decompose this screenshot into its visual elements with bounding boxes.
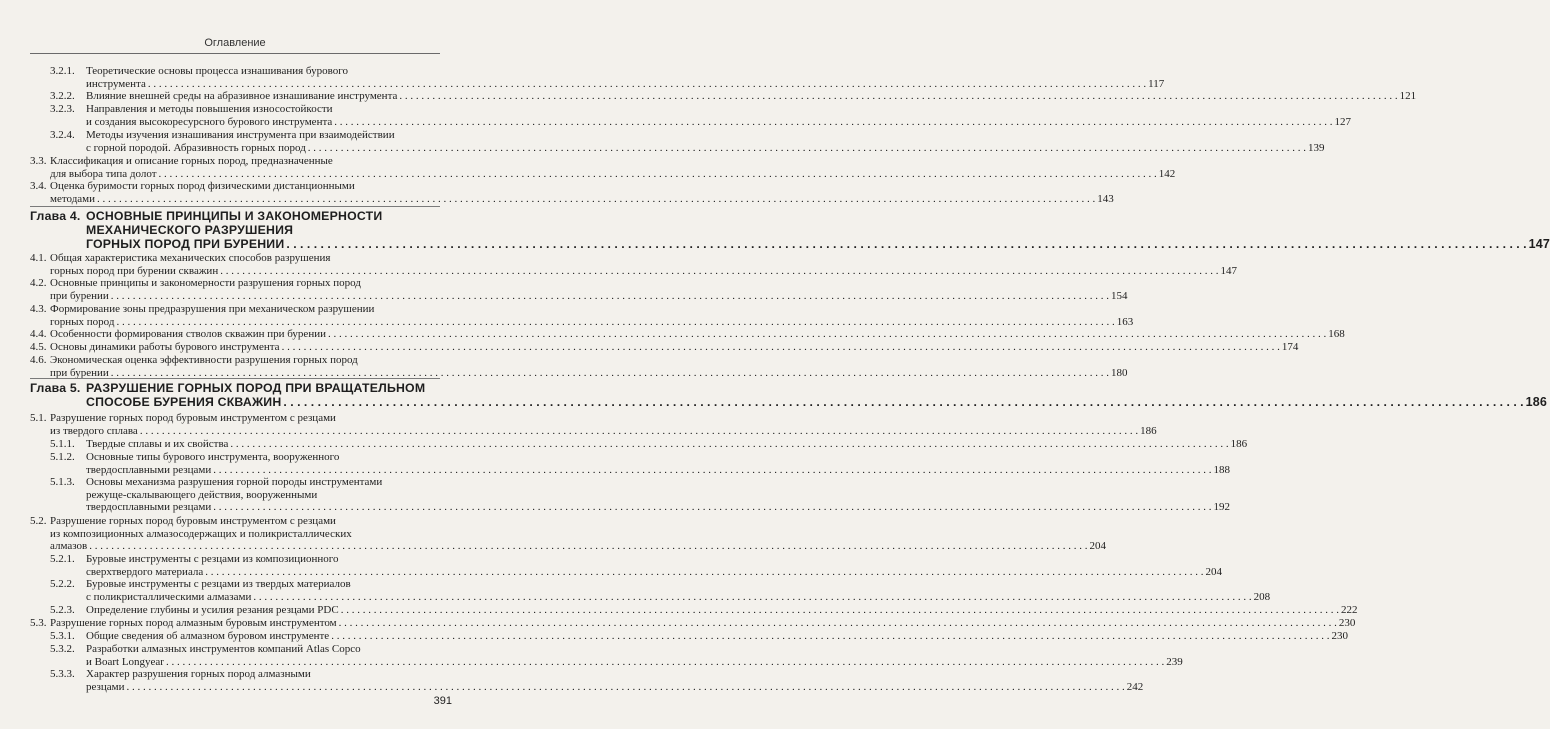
entry-title-line: Формирование зоны предразрушения при механическом разрушении (50, 303, 375, 315)
entry-number: 4.2. (30, 277, 47, 289)
entry-title-line: сверхтвердого материала (86, 565, 204, 578)
entry-page-number: 222 (1340, 604, 1358, 616)
toc-entry (50, 578, 1271, 603)
toc-entry (30, 515, 1106, 553)
entry-number: Глава 5. (30, 381, 81, 395)
entry-page-number: 186 (1230, 438, 1248, 450)
page-number: 391 (433, 695, 452, 707)
entry-title-line: горных пород (50, 315, 115, 328)
dot-leader (341, 604, 1339, 617)
entry-title-line: Буровые инструменты с резцами из твердых материалов (86, 578, 351, 590)
entry-number: 4.6. (30, 354, 47, 366)
entry-page-number: 230 (1331, 630, 1348, 642)
entry-page-number: 204 (1205, 565, 1223, 578)
entry-title-line: для выбора типа долот (50, 167, 157, 180)
entry-title-line: и создания высокоресурсного бурового инструмента (86, 115, 333, 128)
entry-number: 3.2.3. (50, 103, 75, 115)
dot-leader (126, 681, 1124, 694)
entry-title-line: инструмента (86, 77, 146, 90)
entry-page-number: 168 (1328, 328, 1345, 340)
entry-title-line: Разрушение горных пород буровым инструментом с резцами (50, 515, 336, 527)
dot-leader (331, 630, 1329, 643)
entry-number: 5.1.2. (50, 451, 75, 463)
dot-leader (334, 116, 1332, 129)
entry-page-number: 208 (1253, 590, 1271, 603)
entry-title-line: Особенности формирования стволов скважин при бурении (50, 328, 326, 340)
toc-entry (50, 103, 1352, 128)
entry-number: 5.2.1. (50, 553, 75, 565)
entry-title-line: методами (50, 192, 96, 205)
chapter-entry (30, 209, 1550, 251)
entry-title-line: Теоретические основы процесса изнашивания бурового (86, 65, 348, 77)
toc-entry (50, 476, 1230, 514)
header-rule (30, 53, 440, 54)
entry-page-number: 192 (1213, 501, 1230, 514)
entry-title-line: из твердого сплава (50, 424, 138, 437)
entry-title-line: ОСНОВНЫЕ ПРИНЦИПЫ И ЗАКОНОМЕРНОСТИ (86, 209, 383, 223)
dot-leader (308, 142, 1306, 155)
entry-page-number: 143 (1097, 192, 1114, 205)
toc-entry (30, 155, 1176, 180)
dot-leader (286, 238, 1526, 252)
running-header: Оглавление (204, 37, 266, 49)
dot-leader (140, 425, 1138, 438)
entry-title-line: резцами (86, 680, 125, 693)
toc-entry (30, 303, 1134, 328)
entry-title-line: горных пород при бурении скважин (50, 264, 219, 277)
entry-number: Глава 4. (30, 209, 81, 223)
entry-title-line: Твердые сплавы и их свойства (86, 438, 229, 450)
entry-title-line: Основные типы бурового инструмента, вооруженного (86, 451, 340, 463)
toc-entry (30, 412, 1157, 437)
entry-title-line: ГОРНЫХ ПОРОД ПРИ БУРЕНИИ (86, 236, 285, 251)
entry-number: 5.3.2. (50, 643, 75, 655)
toc-entry (50, 643, 1183, 668)
entry-page-number: 188 (1213, 463, 1230, 476)
entry-number: 5.1.3. (50, 476, 75, 488)
entry-title-line: Разрушение горных пород алмазным буровым инструментом (50, 617, 337, 629)
entry-page-number: 174 (1281, 341, 1299, 353)
entry-title-line: Определение глубины и усилия резания резцами PDC (86, 604, 339, 616)
entry-title-line: Влияние внешней среды на абразивное изнашивание инструмента (86, 90, 398, 102)
dot-leader (148, 78, 1146, 91)
chapter-entry (30, 381, 1548, 410)
entry-title-line: режуще-скалывающего действия, вооруженными (86, 488, 318, 501)
entry-title-line: МЕХАНИЧЕСКОГО РАЗРУШЕНИЯ (86, 222, 294, 237)
toc-entry (50, 438, 1248, 451)
entry-page-number: 142 (1158, 167, 1176, 180)
dot-leader (159, 168, 1157, 181)
entry-number: 5.2. (30, 515, 47, 527)
entry-page-number: 204 (1089, 540, 1106, 553)
dot-leader (89, 540, 1087, 553)
entry-number: 3.2.1. (50, 65, 75, 77)
entry-title-line: при бурении (50, 366, 109, 379)
toc-entry (50, 129, 1325, 154)
toc-entry (50, 604, 1358, 617)
entry-title-line: РАЗРУШЕНИЕ ГОРНЫХ ПОРОД ПРИ ВРАЩАТЕЛЬНОМ (86, 381, 426, 395)
dot-leader (213, 464, 1211, 477)
toc-entry (50, 65, 1165, 90)
toc-entry (50, 553, 1223, 578)
dot-leader (399, 90, 1397, 103)
chapter-rule (30, 206, 440, 207)
dot-leader (282, 341, 1280, 354)
dot-leader (220, 265, 1218, 278)
entry-title-line: Буровые инструменты с резцами из композиционного (86, 553, 339, 565)
entry-number: 5.3.1. (50, 630, 75, 642)
entry-title-line: с поликристаллическими алмазами (86, 590, 252, 603)
dot-leader (166, 656, 1164, 669)
entry-page-number: 186 (1140, 424, 1157, 437)
entry-title-line: Экономическая оценка эффективности разрушения горных пород (50, 354, 358, 366)
entry-page-number: 230 (1338, 617, 1356, 629)
entry-title-line: Основы механизма разрушения горной породы инструментами (86, 476, 383, 488)
entry-title-line: из композиционных алмазосодержащих и поликристаллических (50, 527, 352, 540)
entry-number: 5.2.3. (50, 604, 75, 616)
entry-number: 5.1. (30, 412, 47, 424)
dot-leader (339, 617, 1337, 630)
entry-title-line: Основные принципы и закономерности разрушения горных пород (50, 277, 361, 289)
toc-entry (50, 630, 1348, 643)
entry-title-line: алмазов (50, 540, 88, 553)
dot-leader (205, 566, 1203, 579)
dot-leader (328, 328, 1326, 341)
entry-number: 5.2.2. (50, 578, 75, 590)
toc-entry (30, 354, 1128, 379)
entry-page-number: 180 (1111, 366, 1128, 379)
entry-title-line: и Boart Longyear (86, 655, 164, 668)
entry-title-line: Общая характеристика механических способов разрушения (50, 252, 331, 264)
entry-number: 4.4. (30, 328, 47, 340)
dot-leader (97, 193, 1095, 206)
entry-page-number: 127 (1334, 115, 1352, 128)
entry-title-line: при бурении (50, 289, 109, 302)
entry-title-line: Направления и методы повышения износостойкости (86, 103, 333, 115)
entry-page-number: 242 (1126, 680, 1144, 693)
toc-entry (50, 90, 1417, 103)
entry-title-line: с горной породой. Абразивность горных пород (86, 141, 306, 154)
toc-entry (50, 668, 1144, 693)
entry-number: 4.5. (30, 341, 47, 353)
entry-number: 4.3. (30, 303, 47, 315)
entry-number: 5.3. (30, 617, 47, 629)
entry-title-line: СПОСОБЕ БУРЕНИЯ СКВАЖИН (86, 394, 282, 409)
toc-entry (30, 180, 1114, 205)
entry-number: 3.2.2. (50, 90, 75, 102)
toc-entry (30, 341, 1299, 354)
entry-title-line: Разработки алмазных инструментов компаний Atlas Copco (86, 643, 361, 655)
entry-number: 3.2.4. (50, 129, 75, 141)
entry-title-line: твердосплавными резцами (86, 501, 212, 514)
dot-leader (283, 396, 1523, 410)
toc-entry (30, 617, 1356, 630)
toc-entry (30, 277, 1128, 302)
entry-page-number: 239 (1166, 655, 1183, 668)
dot-leader (213, 501, 1211, 514)
entry-title-line: твердосплавными резцами (86, 463, 212, 476)
entry-title-line: Оценка буримости горных пород физическими дистанционными (50, 180, 355, 192)
chapter-rule (30, 378, 440, 379)
toc-entry (50, 451, 1230, 476)
dot-leader (111, 290, 1109, 303)
entry-page-number: 147 (1528, 236, 1550, 251)
entry-number: 5.1.1. (50, 438, 75, 450)
entry-page-number: 154 (1111, 289, 1128, 302)
entry-title-line: Классификация и описание горных пород, предназначенные (50, 155, 333, 167)
entry-page-number: 186 (1525, 394, 1548, 409)
toc-entry (30, 252, 1237, 277)
entry-number: 3.4. (30, 180, 47, 192)
entry-number: 3.3. (30, 155, 47, 167)
entry-title-line: Методы изучения изнашивания инструмента при взаимодействии (86, 129, 395, 141)
entry-page-number: 147 (1220, 264, 1237, 277)
dot-leader (230, 438, 1228, 451)
dot-leader (253, 591, 1251, 604)
entry-page-number: 121 (1399, 90, 1417, 102)
entry-title-line: Общие сведения об алмазном буровом инструменте (86, 630, 330, 642)
entry-title-line: Характер разрушения горных пород алмазными (86, 668, 311, 680)
entry-number: 4.1. (30, 252, 47, 264)
entry-page-number: 117 (1148, 77, 1165, 90)
entry-number: 5.3.3. (50, 668, 75, 680)
entry-page-number: 139 (1308, 141, 1325, 154)
toc-entry (30, 328, 1345, 341)
entry-title-line: Разрушение горных пород буровым инструментом с резцами (50, 412, 336, 424)
entry-page-number: 163 (1116, 315, 1134, 328)
entry-title-line: Основы динамики работы бурового инструмента (50, 341, 280, 353)
dot-leader (116, 316, 1114, 329)
